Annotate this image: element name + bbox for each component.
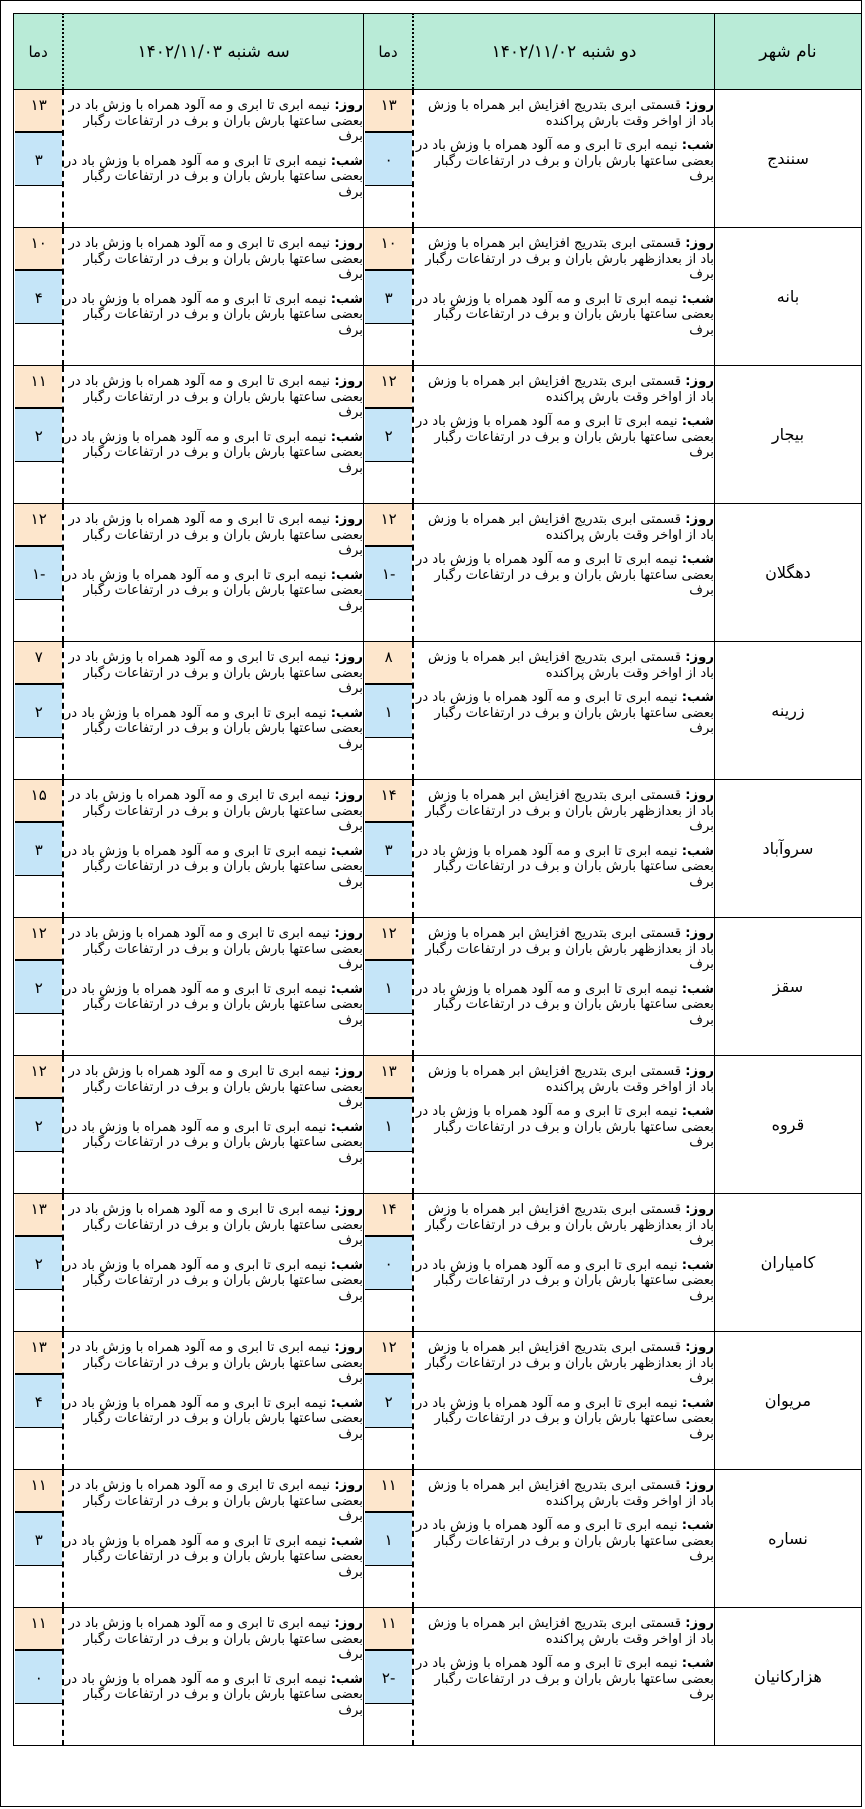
day2-day-text [64,1064,363,1111]
day2-forecast [63,504,363,642]
day2-forecast [63,1608,363,1746]
day2-max-temp: ۱۳ [15,1194,62,1236]
night-label: شب: [681,981,714,997]
table-row [14,366,862,504]
day1-min-temp: ۲ [365,408,412,462]
day1-temps [363,1470,413,1608]
day1-forecast [413,1332,714,1470]
day-label: روز: [334,236,363,251]
city-name: سنندج [714,90,861,228]
day-label: روز: [334,98,363,113]
day-label: روز: [685,650,714,665]
day-label: روز: [685,512,714,527]
day1-day-desc: قسمتی ابری بتدریج افزایش ابر همراه با وزش باد از بعدازظهر بارش باران و برف در ارتفاعات رگبار برف [425,1202,714,1248]
day1-forecast [413,780,714,918]
day2-forecast [63,1194,363,1332]
day-label: روز: [685,236,714,251]
day2-night-desc: نیمه ابری تا ابری و مه آلود همراه با وزش باد در بعضی ساعتها بارش باران و برف در ارتفاعات رگبار برف [64,705,363,752]
day1-max-temp: ۱۳ [365,90,412,132]
forecast-table [13,13,862,1746]
day2-min-temp: -۱ [15,546,62,600]
night-label: شب: [681,138,714,153]
night-label: شب: [681,1104,714,1119]
day-label: روز: [685,1064,714,1079]
day2-night-desc: نیمه ابری تا ابری و مه آلود همراه با وزش باد در بعضی ساعتها بارش باران و برف در ارتفاعات رگبار برف [64,981,363,1028]
day1-forecast [413,366,714,504]
day2-forecast [63,1056,363,1194]
day2-day-text [64,1340,363,1387]
city-name: سقز [714,918,861,1056]
day1-max-temp: ۱۰ [365,228,412,270]
day-label: روز: [334,1064,363,1079]
day-label: روز: [685,1340,714,1355]
table-body [14,90,862,1746]
day1-forecast [413,918,714,1056]
day-label: روز: [334,1616,363,1631]
day1-night-desc: نیمه ابری تا ابری و مه آلود همراه با وزش باد در بعضی ساعتها بارش باران و برف در ارتفاعات رگبار برف [415,690,714,736]
day-label: روز: [334,512,363,527]
day1-temp-header: دما [363,14,413,90]
day2-min-temp: ۲ [15,1236,62,1290]
day2-max-temp: ۱۱ [15,1608,62,1650]
day-label: روز: [685,1616,714,1631]
night-label: شب: [330,843,363,859]
day2-night-text [64,1672,363,1719]
day1-day-desc: قسمتی ابری بتدریج افزایش ابر همراه با وزش باد از بعدازظهر بارش باران و برف در ارتفاعات رگبار برف [425,788,714,834]
night-label: شب: [330,1533,363,1549]
day1-day-desc: قسمتی ابری بتدریج افزایش ابر همراه با وزش باد از اواخر وقت بارش پراکنده [428,512,714,543]
day2-day-desc: نیمه ابری تا ابری و مه آلود همراه با وزش باد در بعضی ساعتها بارش باران و برف در ارتفاعات رگبار برف [68,788,363,834]
table-row [14,1332,862,1470]
day1-day-text [414,1064,714,1095]
day1-night-desc: نیمه ابری تا ابری و مه آلود همراه با وزش باد در بعضی ساعتها بارش باران و برف در ارتفاعات رگبار برف [415,552,714,598]
day1-day-text [414,1616,714,1647]
day1-temps [363,366,413,504]
day1-forecast [413,642,714,780]
day2-day-desc: نیمه ابری تا ابری و مه آلود همراه با وزش باد در بعضی ساعتها بارش باران و برف در ارتفاعات رگبار برف [68,926,363,972]
day2-max-temp: ۱۱ [15,366,62,408]
day1-max-temp: ۱۲ [365,918,412,960]
day1-day-text [414,926,714,973]
day2-temps [14,1056,64,1194]
day2-day-desc: نیمه ابری تا ابری و مه آلود همراه با وزش باد در بعضی ساعتها بارش باران و برف در ارتفاعات رگبار برف [68,98,363,144]
day2-min-temp: ۳ [15,132,62,186]
day1-forecast [413,228,714,366]
table-header-row [14,14,862,90]
day1-temps [363,642,413,780]
day2-min-temp: ۲ [15,408,62,462]
day2-temps [14,780,64,918]
day2-min-temp: ۲ [15,1098,62,1152]
city-name: نساره [714,1470,861,1608]
day2-night-text [64,1258,363,1305]
table-row [14,1056,862,1194]
day1-night-desc: نیمه ابری تا ابری و مه آلود همراه با وزش باد در بعضی ساعتها بارش باران و برف در ارتفاعات رگبار برف [415,1518,714,1564]
day1-min-temp: ۳ [365,270,412,324]
day1-temps [363,228,413,366]
night-label: شب: [330,1257,363,1273]
day2-night-text [64,1120,363,1167]
day2-night-text [64,844,363,891]
day1-max-temp: ۱۱ [365,1608,412,1650]
night-label: شب: [330,705,363,721]
day1-day-desc: قسمتی ابری بتدریج افزایش ابر همراه با وزش باد از اواخر وقت بارش پراکنده [428,1064,714,1095]
day1-night-text [414,1518,714,1565]
day2-night-desc: نیمه ابری تا ابری و مه آلود همراه با وزش باد در بعضی ساعتها بارش باران و برف در ارتفاعات رگبار برف [64,1119,363,1166]
night-label: شب: [681,291,714,307]
day1-forecast [413,1608,714,1746]
night-label: شب: [681,552,714,567]
day1-temps [363,1056,413,1194]
day2-max-temp: ۱۱ [15,1470,62,1512]
day2-day-text [64,98,363,145]
day1-day-text [414,1202,714,1249]
day1-temps [363,90,413,228]
day2-day-text [64,1202,363,1249]
city-column-header: نام شهر [714,14,861,90]
city-name: کامیاران [714,1194,861,1332]
day2-max-temp: ۱۲ [15,918,62,960]
day1-day-desc: قسمتی ابری بتدریج افزایش ابر همراه با وزش باد از بعدازظهر بارش باران و برف در ارتفاعات رگبار برف [425,926,714,972]
night-label: شب: [681,414,714,429]
day-label: روز: [685,1478,714,1493]
day1-night-text [414,414,714,461]
day2-max-temp: ۷ [15,642,62,684]
day2-night-desc: نیمه ابری تا ابری و مه آلود همراه با وزش باد در بعضی ساعتها بارش باران و برف در ارتفاعات رگبار برف [64,843,363,890]
day2-day-text [64,926,363,973]
day1-night-text [414,690,714,737]
day1-max-temp: ۱۱ [365,1470,412,1512]
table-row [14,1194,862,1332]
day1-max-temp: ۱۲ [365,1332,412,1374]
city-name: زرینه [714,642,861,780]
day2-temps [14,228,64,366]
city-name: هزارکانیان [714,1608,861,1746]
day2-forecast [63,918,363,1056]
day1-min-temp: -۲ [365,1650,412,1704]
day2-night-text [64,430,363,477]
day1-day-text [414,1340,714,1387]
city-name: مریوان [714,1332,861,1470]
day1-temps [363,780,413,918]
day1-temps [363,504,413,642]
day1-day-text [414,98,714,129]
day2-night-desc: نیمه ابری تا ابری و مه آلود همراه با وزش باد در بعضی ساعتها بارش باران و برف در ارتفاعات رگبار برف [64,429,363,476]
day2-night-text [64,292,363,339]
day2-forecast [63,90,363,228]
table-row [14,780,862,918]
day2-night-text [64,154,363,201]
day2-night-text [64,706,363,753]
day2-day-desc: نیمه ابری تا ابری و مه آلود همراه با وزش باد در بعضی ساعتها بارش باران و برف در ارتفاعات رگبار برف [68,1064,363,1110]
day2-forecast [63,366,363,504]
table-row [14,1608,862,1746]
day2-night-text [64,982,363,1029]
city-name: بانه [714,228,861,366]
day1-forecast [413,1056,714,1194]
day2-day-desc: نیمه ابری تا ابری و مه آلود همراه با وزش باد در بعضی ساعتها بارش باران و برف در ارتفاعات رگبار برف [68,374,363,420]
day2-temp-header: دما [14,14,64,90]
day2-day-text [64,374,363,421]
day2-max-temp: ۱۳ [15,1332,62,1374]
day1-min-temp: -۱ [365,546,412,600]
day1-max-temp: ۱۴ [365,1194,412,1236]
day2-night-desc: نیمه ابری تا ابری و مه آلود همراه با وزش باد در بعضی ساعتها بارش باران و برف در ارتفاعات رگبار برف [64,291,363,338]
day-label: روز: [685,788,714,803]
day1-night-text [414,1396,714,1443]
day-label: روز: [334,926,363,941]
day1-forecast [413,1194,714,1332]
day2-day-text [64,788,363,835]
day2-column-header: سه شنبه ۱۴۰۲/۱۱/۰۳ [63,14,363,90]
night-label: شب: [330,567,363,583]
day1-night-desc: نیمه ابری تا ابری و مه آلود همراه با وزش باد در بعضی ساعتها بارش باران و برف در ارتفاعات رگبار برف [415,981,714,1028]
day2-day-text [64,1616,363,1663]
day2-day-desc: نیمه ابری تا ابری و مه آلود همراه با وزش باد در بعضی ساعتها بارش باران و برف در ارتفاعات رگبار برف [68,236,363,282]
night-label: شب: [681,1656,714,1671]
day1-day-text [414,236,714,283]
day2-max-temp: ۱۳ [15,90,62,132]
table-row [14,642,862,780]
day2-day-text [64,650,363,697]
day1-day-text [414,1478,714,1509]
day1-forecast [413,504,714,642]
day2-temps [14,642,64,780]
day1-day-text [414,650,714,681]
day2-night-text [64,1534,363,1581]
night-label: شب: [330,1395,363,1411]
day1-night-desc: نیمه ابری تا ابری و مه آلود همراه با وزش باد در بعضی ساعتها بارش باران و برف در ارتفاعات رگبار برف [415,1656,714,1702]
day2-temps [14,918,64,1056]
day1-column-header: دو شنبه ۱۴۰۲/۱۱/۰۲ [413,14,714,90]
table-row [14,90,862,228]
day2-night-desc: نیمه ابری تا ابری و مه آلود همراه با وزش باد در بعضی ساعتها بارش باران و برف در ارتفاعات رگبار برف [64,1395,363,1442]
day2-min-temp: ۰ [15,1650,62,1704]
city-name: بیجار [714,366,861,504]
day2-day-desc: نیمه ابری تا ابری و مه آلود همراه با وزش باد در بعضی ساعتها بارش باران و برف در ارتفاعات رگبار برف [68,1616,363,1662]
day2-min-temp: ۲ [15,684,62,738]
day2-min-temp: ۳ [15,1512,62,1566]
day2-forecast [63,228,363,366]
day1-day-text [414,374,714,405]
night-label: شب: [330,429,363,445]
day1-max-temp: ۸ [365,642,412,684]
day1-min-temp: ۱ [365,684,412,738]
table-row [14,228,862,366]
day1-max-temp: ۱۴ [365,780,412,822]
day1-day-desc: قسمتی ابری بتدریج افزایش ابر همراه با وزش باد از اواخر وقت بارش پراکنده [428,98,714,129]
day1-day-text [414,788,714,835]
night-label: شب: [681,843,714,859]
day2-min-temp: ۴ [15,270,62,324]
day2-night-desc: نیمه ابری تا ابری و مه آلود همراه با وزش باد در بعضی ساعتها بارش باران و برف در ارتفاعات رگبار برف [64,1257,363,1304]
day2-temps [14,1194,64,1332]
day1-day-desc: قسمتی ابری بتدریج افزایش ابر همراه با وزش باد از بعدازظهر بارش باران و برف در ارتفاعات رگبار برف [425,236,714,282]
day2-max-temp: ۱۲ [15,504,62,546]
day2-min-temp: ۲ [15,960,62,1014]
table-row [14,504,862,642]
day2-max-temp: ۱۵ [15,780,62,822]
day1-forecast [413,1470,714,1608]
day2-day-text [64,512,363,559]
day2-temps [14,1470,64,1608]
day1-night-desc: نیمه ابری تا ابری و مه آلود همراه با وزش باد در بعضی ساعتها بارش باران و برف در ارتفاعات رگبار برف [415,1104,714,1150]
day1-min-temp: ۳ [365,822,412,876]
day2-temps [14,504,64,642]
night-label: شب: [330,981,363,997]
day2-temps [14,1332,64,1470]
day1-night-text [414,1104,714,1151]
day2-temps [14,1608,64,1746]
night-label: شب: [330,1671,363,1687]
day-label: روز: [334,1478,363,1493]
day-label: روز: [334,1340,363,1355]
day1-day-text [414,512,714,543]
day2-max-temp: ۱۰ [15,228,62,270]
day2-night-desc: نیمه ابری تا ابری و مه آلود همراه با وزش باد در بعضی ساعتها بارش باران و برف در ارتفاعات رگبار برف [64,567,363,614]
day2-day-desc: نیمه ابری تا ابری و مه آلود همراه با وزش باد در بعضی ساعتها بارش باران و برف در ارتفاعات رگبار برف [68,1478,363,1524]
day2-day-desc: نیمه ابری تا ابری و مه آلود همراه با وزش باد در بعضی ساعتها بارش باران و برف در ارتفاعات رگبار برف [68,512,363,558]
day1-night-desc: نیمه ابری تا ابری و مه آلود همراه با وزش باد در بعضی ساعتها بارش باران و برف در ارتفاعات رگبار برف [415,1395,714,1442]
day1-night-desc: نیمه ابری تا ابری و مه آلود همراه با وزش باد در بعضی ساعتها بارش باران و برف در ارتفاعات رگبار برف [415,138,714,184]
day1-night-desc: نیمه ابری تا ابری و مه آلود همراه با وزش باد در بعضی ساعتها بارش باران و برف در ارتفاعات رگبار برف [415,291,714,338]
day2-day-desc: نیمه ابری تا ابری و مه آلود همراه با وزش باد در بعضی ساعتها بارش باران و برف در ارتفاعات رگبار برف [68,650,363,696]
day1-day-desc: قسمتی ابری بتدریج افزایش ابر همراه با وزش باد از اواخر وقت بارش پراکنده [428,650,714,681]
day1-night-text [414,1656,714,1703]
day2-day-text [64,236,363,283]
day-label: روز: [334,374,363,389]
day1-min-temp: ۲ [365,1374,412,1428]
day2-temps [14,90,64,228]
day1-min-temp: ۱ [365,1512,412,1566]
city-name: دهگلان [714,504,861,642]
day2-night-text [64,1396,363,1443]
day1-night-desc: نیمه ابری تا ابری و مه آلود همراه با وزش باد در بعضی ساعتها بارش باران و برف در ارتفاعات رگبار برف [415,843,714,890]
day1-temps [363,1194,413,1332]
day-label: روز: [334,650,363,665]
night-label: شب: [681,1257,714,1273]
day1-day-desc: قسمتی ابری بتدریج افزایش ابر همراه با وزش باد از اواخر وقت بارش پراکنده [428,1616,714,1647]
day2-night-desc: نیمه ابری تا ابری و مه آلود همراه با وزش باد در بعضی ساعتها بارش باران و برف در ارتفاعات رگبار برف [64,1671,363,1718]
day1-temps [363,1608,413,1746]
day2-forecast [63,1332,363,1470]
day1-max-temp: ۱۲ [365,366,412,408]
day1-forecast [413,90,714,228]
day2-max-temp: ۱۲ [15,1056,62,1098]
day2-day-desc: نیمه ابری تا ابری و مه آلود همراه با وزش باد در بعضی ساعتها بارش باران و برف در ارتفاعات رگبار برف [68,1340,363,1386]
day1-min-temp: ۱ [365,1098,412,1152]
day2-night-text [64,568,363,615]
day1-night-text [414,1258,714,1305]
day2-forecast [63,642,363,780]
day1-min-temp: ۱ [365,960,412,1014]
day2-night-desc: نیمه ابری تا ابری و مه آلود همراه با وزش باد در بعضی ساعتها بارش باران و برف در ارتفاعات رگبار برف [64,1533,363,1580]
day1-night-text [414,138,714,185]
day-label: روز: [334,1202,363,1217]
day1-min-temp: ۰ [365,1236,412,1290]
day1-day-desc: قسمتی ابری بتدریج افزایش ابر همراه با وزش باد از بعدازظهر بارش باران و برف در ارتفاعات رگبار برف [425,1340,714,1386]
day1-temps [363,918,413,1056]
day2-min-temp: ۴ [15,1374,62,1428]
day2-temps [14,366,64,504]
night-label: شب: [330,1119,363,1135]
day2-forecast [63,780,363,918]
day-label: روز: [334,788,363,803]
day1-day-desc: قسمتی ابری بتدریج افزایش ابر همراه با وزش باد از اواخر وقت بارش پراکنده [428,1478,714,1509]
night-label: شب: [330,153,363,169]
day2-min-temp: ۳ [15,822,62,876]
day-label: روز: [685,98,714,113]
night-label: شب: [330,291,363,307]
day2-forecast [63,1470,363,1608]
day1-night-text [414,552,714,599]
day1-night-text [414,982,714,1029]
night-label: شب: [681,1518,714,1533]
day2-day-desc: نیمه ابری تا ابری و مه آلود همراه با وزش باد در بعضی ساعتها بارش باران و برف در ارتفاعات رگبار برف [68,1202,363,1248]
day1-max-temp: ۱۳ [365,1056,412,1098]
day-label: روز: [685,1202,714,1217]
table-row [14,918,862,1056]
night-label: شب: [681,1395,714,1411]
day1-temps [363,1332,413,1470]
day-label: روز: [685,374,714,389]
city-name: سروآباد [714,780,861,918]
day1-day-desc: قسمتی ابری بتدریج افزایش ابر همراه با وزش باد از اواخر وقت بارش پراکنده [428,374,714,405]
day1-max-temp: ۱۲ [365,504,412,546]
day2-night-desc: نیمه ابری تا ابری و مه آلود همراه با وزش باد در بعضی ساعتها بارش باران و برف در ارتفاعات رگبار برف [64,153,363,200]
night-label: شب: [681,690,714,705]
table-row [14,1470,862,1608]
day1-night-text [414,292,714,339]
day-label: روز: [685,926,714,941]
day1-night-desc: نیمه ابری تا ابری و مه آلود همراه با وزش باد در بعضی ساعتها بارش باران و برف در ارتفاعات رگبار برف [415,414,714,460]
day1-night-desc: نیمه ابری تا ابری و مه آلود همراه با وزش باد در بعضی ساعتها بارش باران و برف در ارتفاعات رگبار برف [415,1257,714,1304]
day1-min-temp: ۰ [365,132,412,186]
city-name: قروه [714,1056,861,1194]
day2-day-text [64,1478,363,1525]
day1-night-text [414,844,714,891]
